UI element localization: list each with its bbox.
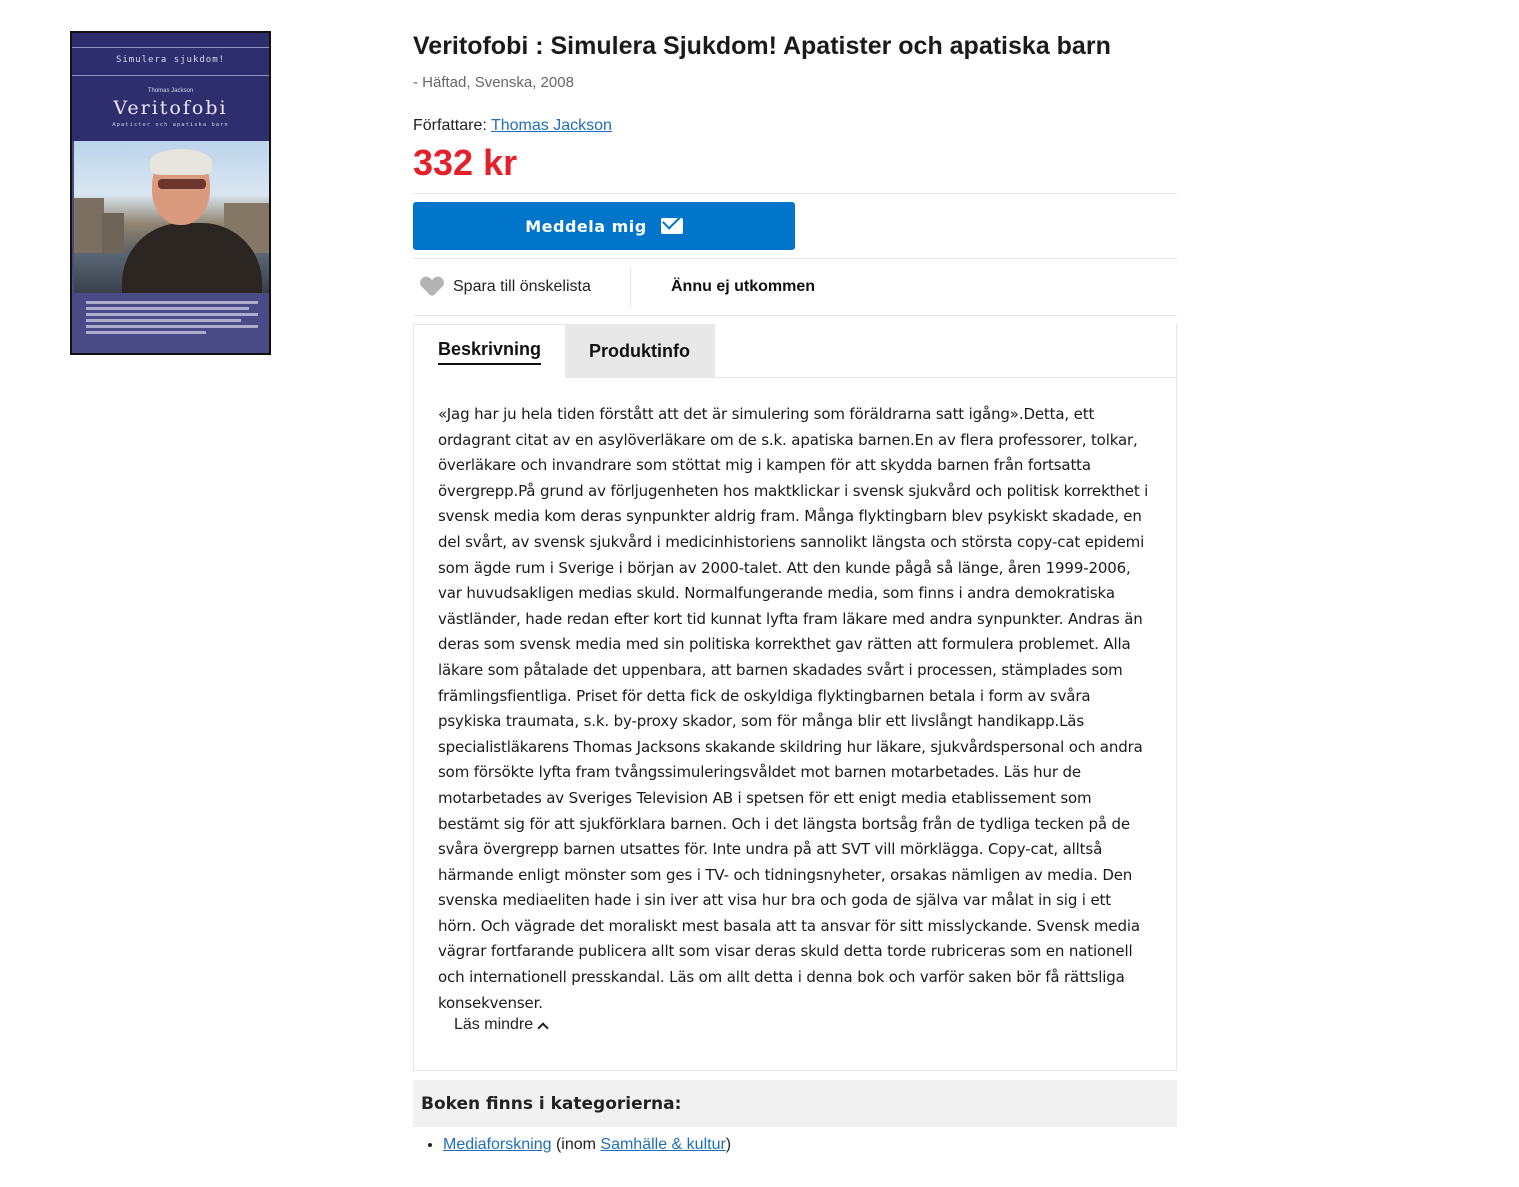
cover-subtitle: Apatister och apatiska barn <box>112 122 229 128</box>
envelope-icon <box>661 218 683 234</box>
chevron-up-icon <box>537 1022 548 1033</box>
cover-title: Veritofobi <box>113 97 228 119</box>
cover-rule <box>72 47 269 48</box>
tab-product-info-label: Produktinfo <box>589 340 691 361</box>
author-link[interactable]: Thomas Jackson <box>490 117 612 134</box>
categories-list <box>413 1136 1177 1154</box>
save-to-wishlist-button[interactable] <box>413 267 631 307</box>
product-title-text: Veritofobi : Simulera Sjukdom! Apatister och apatiska barn <box>413 32 1111 60</box>
tab-product-info[interactable] <box>565 324 715 378</box>
tabs-panel <box>413 324 1177 1071</box>
parent-category-link[interactable]: Samhälle & kultur <box>600 1136 726 1154</box>
product-meta: - Häftad, Svenska, 2008 <box>413 74 574 91</box>
notify-me-label: Meddela mig <box>525 216 647 236</box>
tab-description-label: Beskrivning <box>438 339 541 365</box>
product-details <box>413 30 1177 1154</box>
category-link[interactable]: Mediaforskning <box>443 1136 552 1154</box>
divider <box>413 315 1177 316</box>
cover-photo <box>74 141 269 293</box>
product-title <box>413 30 1113 99</box>
cover-author: Thomas Jackson <box>147 88 194 94</box>
categories-heading: Boken finns i kategorierna: <box>413 1080 1177 1127</box>
author-label: Författare: <box>413 117 487 134</box>
wishlist-label: Spara till önskelista <box>453 278 591 295</box>
cover-series: Simulera sjukdom! <box>115 55 226 65</box>
heart-icon <box>421 277 443 297</box>
cover-rule <box>72 75 269 76</box>
availability-status: Ännu ej utkommen <box>671 278 816 295</box>
tab-description[interactable] <box>414 324 565 378</box>
tab-underline-rule <box>566 377 1176 378</box>
read-less-button[interactable] <box>454 1016 547 1034</box>
cover-blurb <box>86 301 258 337</box>
notify-me-button[interactable] <box>413 202 795 250</box>
read-less-label: Läs mindre <box>454 1016 534 1034</box>
action-row <box>413 259 1177 315</box>
price: 332 kr <box>413 142 518 183</box>
divider <box>413 193 1177 194</box>
tab-bar <box>414 324 1176 378</box>
category-suffix: ) <box>725 1136 732 1154</box>
category-prefix: (inom <box>555 1136 601 1154</box>
author-line <box>413 117 1177 135</box>
list-item <box>443 1136 1177 1154</box>
book-cover-image[interactable] <box>70 31 271 355</box>
description-text: «Jag har ju hela tiden förstått att det är simulering som föräldrarna satt igång».Detta, ett ordagrant citat av en asylöverläkare om de s.k. apatiska barnen.En av flera professorer, tolkar, överläkare och invandrare som stöttat mig i kampen för att skydda barnen från fortsatta övergrepp.På grund av förljugenheten hos maktklickar i svensk sjukvård och politisk korrekthet i svensk media kom deras synpunkter aldrig fram. Många flyktingbarn blev psykiskt skadade, en del svårt, av svensk sjukvård i medicinhistoriens sannolikt längsta och största copy-cat epidemi som ägde rum i Sverige i början av 2000-talet. Att den kunde pågå så länge, åren 1999-2006, var huvudsakligen medias skuld. Normalfungerande media, som finns i andra demokratiska västländer, hade redan efter kort tid kunnat lyfta fram läkare med andra synpunkter. Andras än deras som svensk media med sin politiska korrekthet gav rätten att formulera problemet. Alla läkare som påtalade det uppenbara, att barnen skadades svårt i processen, stämplades som främlingsfientliga. Priset för detta fick de oskyldiga flyktingbarnen betala i form av svåra psykiska traumata, s.k. by-proxy skador, som för många blir ett livslångt handikapp.Läs specialistläkarens Thomas Jacksons skakande skildring hur läkare, sjukvårdspersonal och andra som försökte lyfta fram tvångssimuleringsvåldet mot barnen motarbetades. Läs hur de motarbetades av Sveriges Television AB i spetsen för ett enigt media etablissement som bestämt sig för att sjukförklara barnen. Och i det längsta bortsåg från de tydliga tecken på de svåra övergrepp barnen utsattes för. Inte undra på att SVT vill mörklägga. Copy-cat, alltså härmande enligt mönster som ges i TV- och tidningsnyheter, orsakas nämligen av media. Den svenska mediaeliten hade i sin iver att visa hur bra och goda de själva var målat in sig i ett hörn. Och vägrade det moraliskt mest basala att ta ansvar för sitt misslyckande. Svensk media vägrar fortfarande publicera allt som visar deras skuld detta torde rubriceras som en nationell och internationell presskandal. Läs om allt detta i denna bok och varför saken bör få rättsliga konsekvenser. <box>438 405 1149 1012</box>
